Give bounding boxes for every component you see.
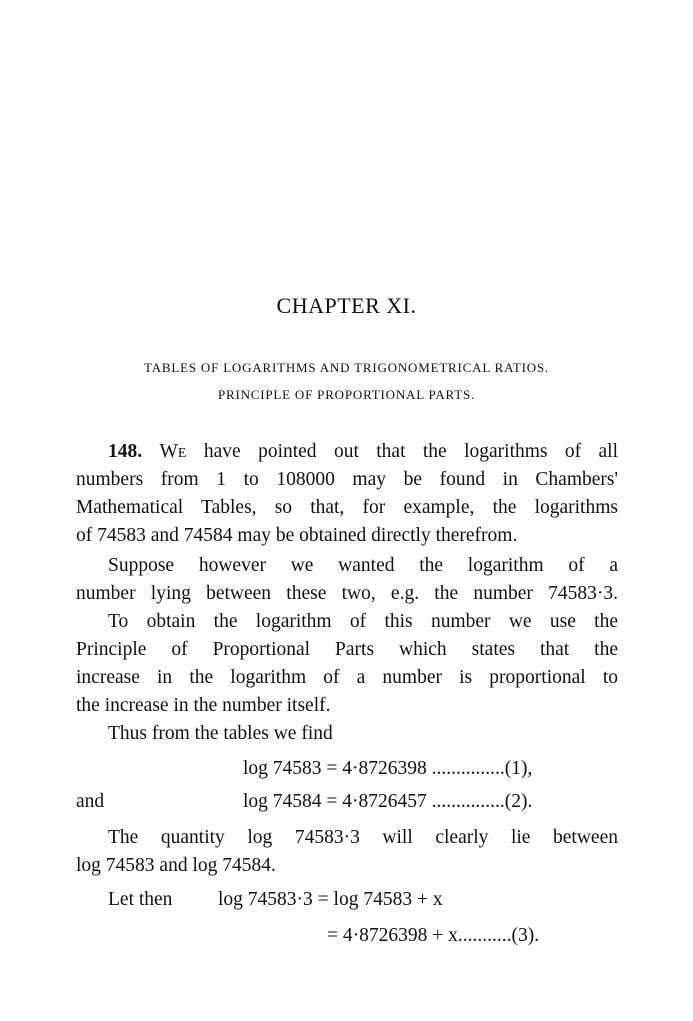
paragraph-2-line-2: number lying between these two, e.g. the number 74583·3. [76,583,618,604]
article-first-word: We [159,441,187,462]
equation-4: = 4·8726398 + x...........(3). [327,925,540,946]
equation-3-label: Let then [108,889,173,910]
equation-2-label: and [76,791,105,812]
paragraph-3-line-3: increase in the logarithm of a number is proportional to [76,667,618,688]
paragraph-5-line-2: log 74583 and log 74584. [76,855,276,876]
paragraph-1-line-4: of 74583 and 74584 may be obtained directly therefrom. [76,525,518,546]
section-heading-line-1: TABLES OF LOGARITHMS AND TRIGONOMETRICAL RATIOS. [144,360,549,375]
paragraph-2-line-1: Suppose however we wanted the logarithm of a [108,555,618,576]
equation-1: log 74583 = 4·8726398 ...............(1), [243,758,533,779]
article-number: 148. [108,441,143,462]
paragraph-5-line-1: The quantity log 74583·3 will clearly lie between [108,827,618,848]
paragraph-1-line-1 [108,440,618,464]
paragraph-1-line-1-text: have pointed out that the logarithms of all [203,441,618,462]
paragraph-3-line-2: Principle of Proportional Parts which states that the [76,639,618,660]
paragraph-3-line-4: the increase in the number itself. [76,695,331,716]
section-heading-line-2: PRINCIPLE OF PROPORTIONAL PARTS. [217,387,476,402]
equation-2: log 74584 = 4·8726457 ...............(2). [243,791,533,812]
paragraph-3-line-1: To obtain the logarithm of this number we use the [108,611,618,632]
equation-3: log 74583·3 = log 74583 + x [218,889,443,910]
paragraph-1-line-3: Mathematical Tables, so that, for example, the logarithms [76,497,618,518]
chapter-title: CHAPTER XI. [276,293,417,318]
paragraph-1-line-2: numbers from 1 to 108000 may be found in Chambers' [76,469,618,490]
paragraph-4-line-1: Thus from the tables we find [108,723,333,744]
